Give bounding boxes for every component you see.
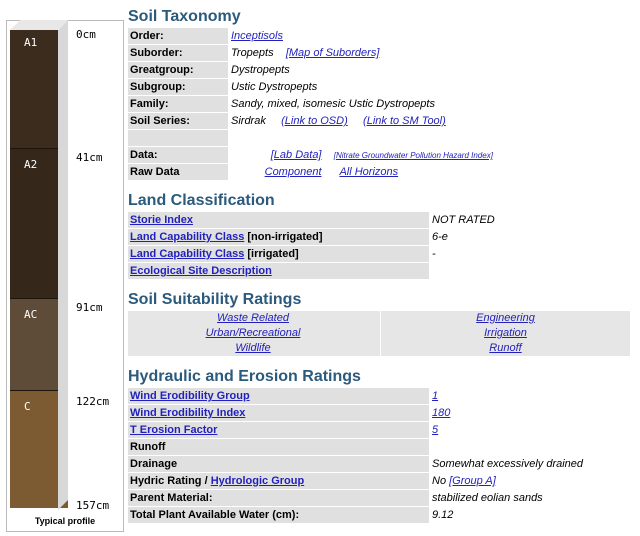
row-value xyxy=(229,45,630,61)
ecological-site-link[interactable]: Ecological Site Description xyxy=(130,265,272,277)
row-label xyxy=(128,388,429,404)
row-value xyxy=(430,439,630,455)
suborder-value: Tropepts xyxy=(231,47,274,59)
horizon-label-a2: A2 xyxy=(24,158,38,171)
depth-label: 91cm xyxy=(76,301,103,314)
urban-recreational-link[interactable]: Urban/Recreational xyxy=(205,327,301,339)
engineering-link[interactable]: Engineering xyxy=(476,312,535,324)
horizon-boundary xyxy=(10,390,58,391)
taxonomy-row-raw-data xyxy=(128,164,630,181)
wind-erodibility-index-link[interactable]: Wind Erodibility Index xyxy=(130,407,246,419)
taxonomy-row-series xyxy=(128,113,630,130)
land-row-ecological xyxy=(128,263,630,280)
suitability-cell xyxy=(380,341,630,356)
horizon-label-a1: A1 xyxy=(24,36,38,49)
row-label xyxy=(128,212,429,228)
horizon-boundary xyxy=(10,148,58,149)
link-to-osd[interactable]: (Link to OSD) xyxy=(281,115,348,127)
row-label: Order: xyxy=(128,28,228,44)
section-title-suitability: Soil Suitability Ratings xyxy=(128,291,302,308)
order-link[interactable]: Inceptisols xyxy=(231,30,283,42)
row-label xyxy=(128,405,429,421)
row-label xyxy=(128,130,228,146)
component-link[interactable]: Component xyxy=(264,166,322,178)
row-value xyxy=(229,130,630,146)
suitability-row xyxy=(128,326,630,341)
row-label: Soil Series: xyxy=(128,113,228,129)
hydraulic-row-weg xyxy=(128,388,630,405)
row-label: Subgroup: xyxy=(128,79,228,95)
runoff-link[interactable]: Runoff xyxy=(489,342,522,354)
row-value: stabilized eolian sands xyxy=(430,490,630,506)
row-label xyxy=(128,263,429,279)
lcc-link[interactable]: Land Capability Class xyxy=(130,248,245,260)
suitability-cell xyxy=(128,311,378,326)
waste-related-link[interactable]: Waste Related xyxy=(217,312,289,324)
row-value xyxy=(229,28,630,44)
row-label: Drainage xyxy=(128,456,429,472)
section-title-land: Land Classification xyxy=(128,192,275,209)
hydric-label: Hydric Rating / xyxy=(130,475,211,487)
row-value xyxy=(229,147,630,163)
row-label: Data: xyxy=(128,147,228,163)
group-a-link[interactable]: [Group A] xyxy=(449,475,496,487)
row-value xyxy=(430,263,630,279)
hydraulic-row-runoff xyxy=(128,439,630,456)
suitability-cell xyxy=(380,311,630,326)
taxonomy-row-subgroup xyxy=(128,79,630,96)
land-row-storie xyxy=(128,212,630,229)
land-row-lcc-irrigated xyxy=(128,246,630,263)
link-to-sm-tool[interactable]: (Link to SM Tool) xyxy=(363,115,446,127)
row-value: Ustic Dystropepts xyxy=(229,79,630,95)
row-value: NOT RATED xyxy=(430,212,630,228)
taxonomy-row-suborder xyxy=(128,45,630,62)
row-label: Runoff xyxy=(128,439,429,455)
taxonomy-row-family xyxy=(128,96,630,113)
row-value xyxy=(229,113,630,129)
depth-label: 122cm xyxy=(76,395,110,408)
depth-label: 41cm xyxy=(76,151,103,164)
lcc-link[interactable]: Land Capability Class xyxy=(130,231,245,243)
row-label: Parent Material: xyxy=(128,490,429,506)
suitability-cell xyxy=(380,326,630,341)
taxonomy-row-data xyxy=(128,147,630,164)
row-value xyxy=(430,473,630,489)
suitability-cell xyxy=(128,341,378,356)
hydric-value: No xyxy=(432,475,447,487)
t-erosion-factor-link[interactable]: T Erosion Factor xyxy=(130,424,218,436)
nitrate-hazard-link[interactable]: [Nitrate Groundwater Pollution Hazard Index] xyxy=(333,151,493,160)
horizon-label-c: C xyxy=(24,400,31,413)
weg-value-link[interactable]: 1 xyxy=(432,390,439,402)
hydraulic-row-tfactor xyxy=(128,422,630,439)
hydrologic-group-link[interactable]: Hydrologic Group xyxy=(210,475,305,487)
depth-label: 0cm xyxy=(76,28,96,41)
suitability-cell xyxy=(128,326,378,341)
row-label: Total Plant Available Water (cm): xyxy=(128,507,429,523)
taxonomy-row-order xyxy=(128,28,630,45)
wei-value-link[interactable]: 180 xyxy=(432,407,451,419)
row-label xyxy=(128,246,429,262)
profile-side-face xyxy=(58,20,68,510)
tfactor-value-link[interactable]: 5 xyxy=(432,424,439,436)
row-value: 6-e xyxy=(430,229,630,245)
horizon-label-ac: AC xyxy=(24,308,38,321)
row-value xyxy=(430,388,630,404)
row-label xyxy=(128,422,429,438)
row-label xyxy=(128,229,429,245)
hydraulic-row-drainage xyxy=(128,456,630,473)
hydraulic-row-parent xyxy=(128,490,630,507)
wind-erodibility-group-link[interactable]: Wind Erodibility Group xyxy=(130,390,250,402)
depth-label: 157cm xyxy=(76,499,110,512)
suitability-row xyxy=(128,341,630,356)
wildlife-link[interactable]: Wildlife xyxy=(235,342,271,354)
horizon-boundary xyxy=(10,298,58,299)
lcc-suffix: [irrigated] xyxy=(244,248,299,260)
row-value xyxy=(430,422,630,438)
hydraulic-row-water xyxy=(128,507,630,524)
row-value: Somewhat excessively drained xyxy=(430,456,630,472)
section-title-hydraulic: Hydraulic and Erosion Ratings xyxy=(128,368,361,385)
series-value: Sirdrak xyxy=(231,115,266,127)
lcc-suffix: [non-irrigated] xyxy=(244,231,323,243)
row-label: Suborder: xyxy=(128,45,228,61)
row-label: Greatgroup: xyxy=(128,62,228,78)
row-value: - xyxy=(430,246,630,262)
section-title-taxonomy: Soil Taxonomy xyxy=(128,8,241,25)
row-value xyxy=(430,405,630,421)
storie-index-link[interactable]: Storie Index xyxy=(130,214,193,226)
row-value xyxy=(229,164,630,180)
suitability-row xyxy=(128,311,630,326)
profile-caption: Typical profile xyxy=(34,516,96,526)
hydraulic-row-hydric xyxy=(128,473,630,490)
land-row-lcc-nonirrigated xyxy=(128,229,630,246)
irrigation-link[interactable]: Irrigation xyxy=(484,327,527,339)
all-horizons-link[interactable]: All Horizons xyxy=(339,166,399,178)
taxonomy-row-spacer xyxy=(128,130,630,147)
row-value: 9.12 xyxy=(430,507,630,523)
row-label: Family: xyxy=(128,96,228,112)
row-label: Raw Data xyxy=(128,164,228,180)
map-of-suborders-link[interactable]: [Map of Suborders] xyxy=(285,47,380,59)
row-value: Dystropepts xyxy=(229,62,630,78)
taxonomy-row-greatgroup xyxy=(128,62,630,79)
row-value: Sandy, mixed, isomesic Ustic Dystropepts xyxy=(229,96,630,112)
hydraulic-row-wei xyxy=(128,405,630,422)
lab-data-link[interactable]: [Lab Data] xyxy=(270,149,322,161)
row-label xyxy=(128,473,429,489)
